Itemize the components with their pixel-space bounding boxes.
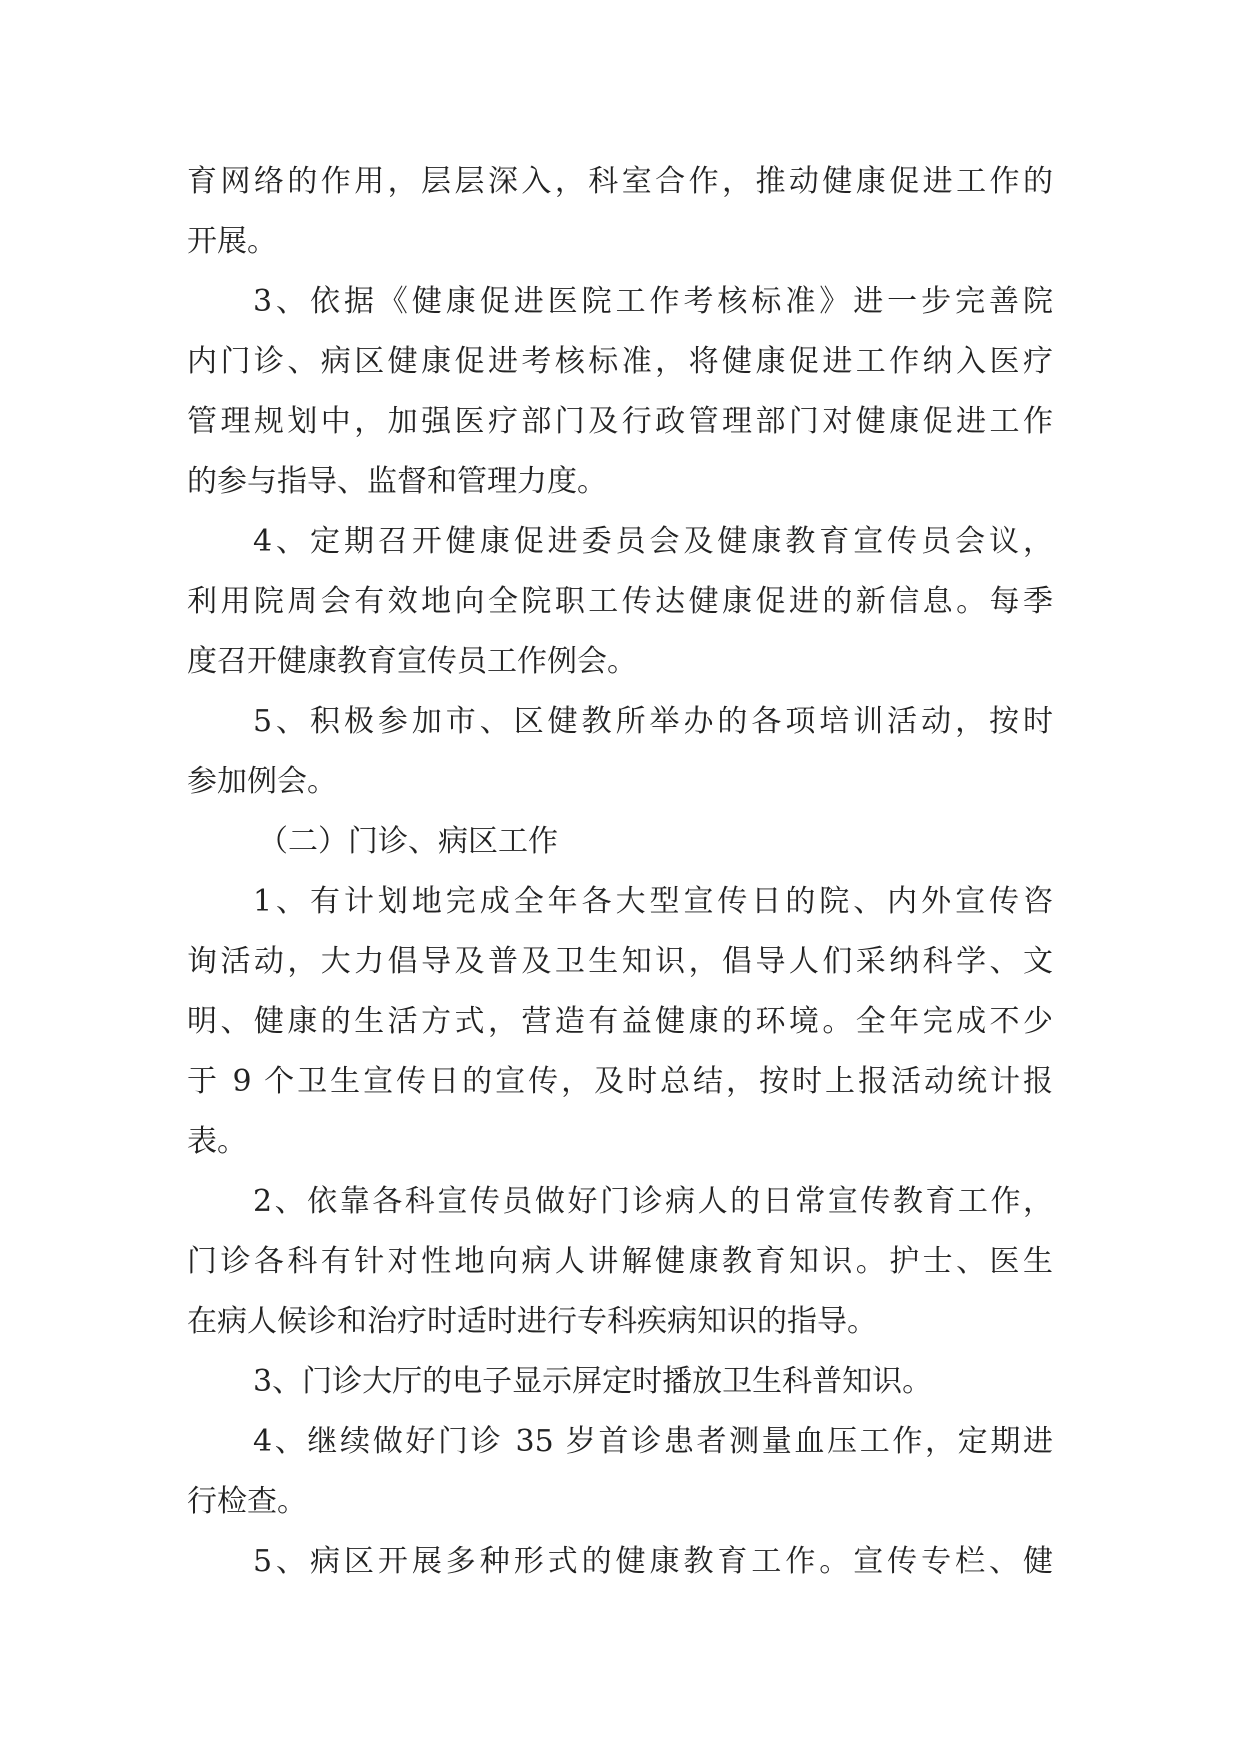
section-heading: （二）门诊、病区工作 <box>258 824 558 859</box>
paragraph-line: 明、健康的生活方式，营造有益健康的环境。全年完成不少 <box>187 1004 1053 1039</box>
paragraph-line: 1、有计划地完成全年各大型宣传日的院、内外宣传咨 <box>253 884 1053 919</box>
paragraph-line: 询活动，大力倡导及普及卫生知识，倡导人们采纳科学、文 <box>187 944 1053 979</box>
paragraph-line: 5、病区开展多种形式的健康教育工作。宣传专栏、健 <box>253 1544 1053 1579</box>
paragraph-line: 行检查。 <box>187 1484 307 1519</box>
paragraph-line: 门诊各科有针对性地向病人讲解健康教育知识。护士、医生 <box>187 1244 1053 1279</box>
paragraph-line: 在病人候诊和治疗时适时进行专科疾病知识的指导。 <box>187 1304 877 1339</box>
paragraph-line: 4、继续做好门诊 35 岁首诊患者测量血压工作，定期进 <box>253 1424 1053 1459</box>
paragraph-line: 利用院周会有效地向全院职工传达健康促进的新信息。每季 <box>187 584 1053 619</box>
paragraph-line: 3、门诊大厅的电子显示屏定时播放卫生科普知识。 <box>253 1364 933 1399</box>
paragraph-line: 表。 <box>187 1124 247 1159</box>
paragraph-line: 3、依据《健康促进医院工作考核标准》进一步完善院 <box>253 284 1053 319</box>
paragraph-line: 4、定期召开健康促进委员会及健康教育宣传员会议， <box>253 524 1053 559</box>
paragraph-line: 内门诊、病区健康促进考核标准，将健康促进工作纳入医疗 <box>187 344 1053 379</box>
paragraph-line: 育网络的作用，层层深入，科室合作，推动健康促进工作的 <box>187 164 1053 199</box>
paragraph-line: 2、依靠各科宣传员做好门诊病人的日常宣传教育工作， <box>253 1184 1053 1219</box>
paragraph-line: 开展。 <box>187 224 277 259</box>
paragraph-line: 于 9 个卫生宣传日的宣传，及时总结，按时上报活动统计报 <box>187 1064 1053 1099</box>
paragraph-line: 度召开健康教育宣传员工作例会。 <box>187 644 637 679</box>
paragraph-line: 参加例会。 <box>187 764 337 799</box>
paragraph-line: 的参与指导、监督和管理力度。 <box>187 464 607 499</box>
document-body <box>187 152 1053 1592</box>
paragraph-line: 管理规划中，加强医疗部门及行政管理部门对健康促进工作 <box>187 404 1053 439</box>
paragraph-line: 5、积极参加市、区健教所举办的各项培训活动，按时 <box>253 704 1053 739</box>
